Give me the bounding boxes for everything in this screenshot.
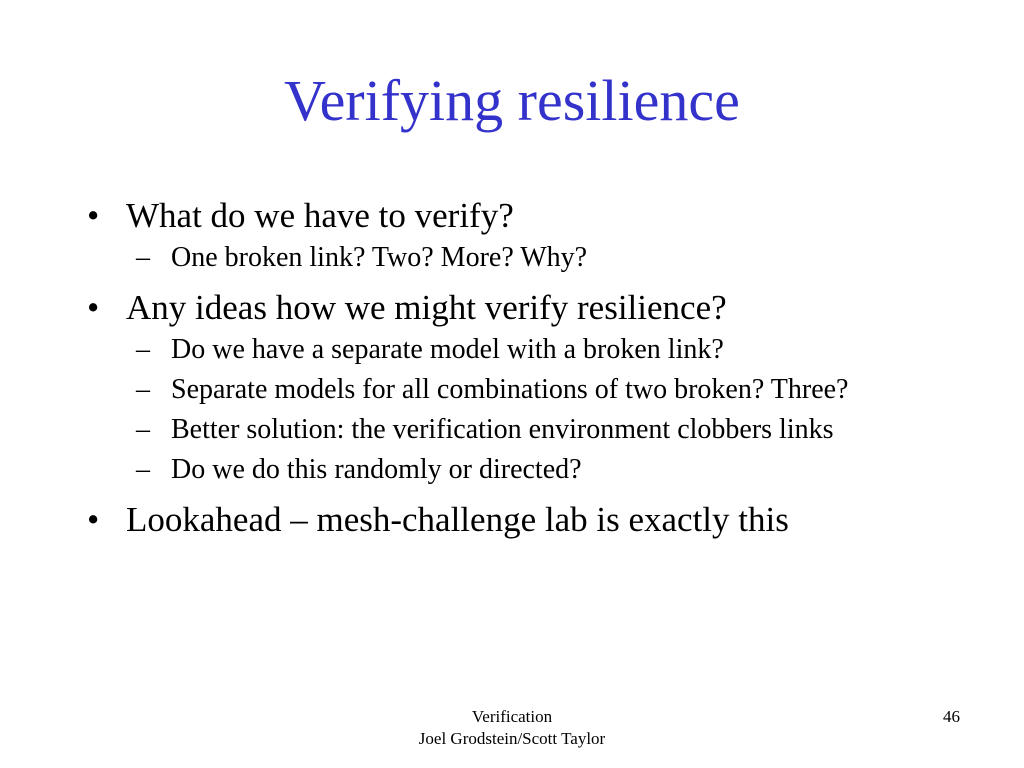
bullet-item	[0, 498, 906, 542]
bullet-text: What do we have to verify?	[126, 196, 514, 235]
dash-marker: –	[136, 414, 150, 445]
bullet-marker: •	[87, 288, 100, 327]
bullet-text: Any ideas how we might verify resilience?	[126, 288, 727, 327]
sub-bullet-item	[0, 238, 911, 278]
dash-marker: –	[136, 334, 150, 365]
bullet-list	[0, 194, 1024, 542]
sub-bullet-text: Separate models for all combinations of two broken? Three?	[171, 374, 849, 405]
dash-marker: –	[136, 374, 150, 405]
dash-marker: –	[136, 454, 150, 485]
bullet-item	[0, 194, 906, 238]
slide-title: Verifying resilience	[284, 68, 740, 133]
sub-bullet-text: Better solution: the verification environment clobbers links	[171, 414, 834, 445]
footer-course: Verification	[471, 707, 553, 726]
bullet-marker: •	[87, 196, 100, 235]
bullet-text: Lookahead – mesh-challenge lab is exactly this	[126, 500, 789, 539]
bullet-marker: •	[87, 500, 100, 539]
sub-bullet-item	[0, 450, 911, 490]
sub-bullet-item	[0, 370, 911, 410]
bullet-item	[0, 286, 906, 330]
dash-marker: –	[136, 242, 150, 273]
page-number: 46	[943, 707, 960, 726]
footer-authors: Joel Grodstein/Scott Taylor	[418, 729, 606, 748]
sub-bullet-text: One broken link? Two? More? Why?	[171, 242, 588, 273]
sub-bullet-text: Do we do this randomly or directed?	[171, 454, 582, 485]
footer	[312, 706, 712, 750]
sub-bullet-text: Do we have a separate model with a broken link?	[171, 334, 724, 365]
sub-bullet-item	[0, 410, 911, 450]
sub-bullet-item	[0, 330, 911, 370]
